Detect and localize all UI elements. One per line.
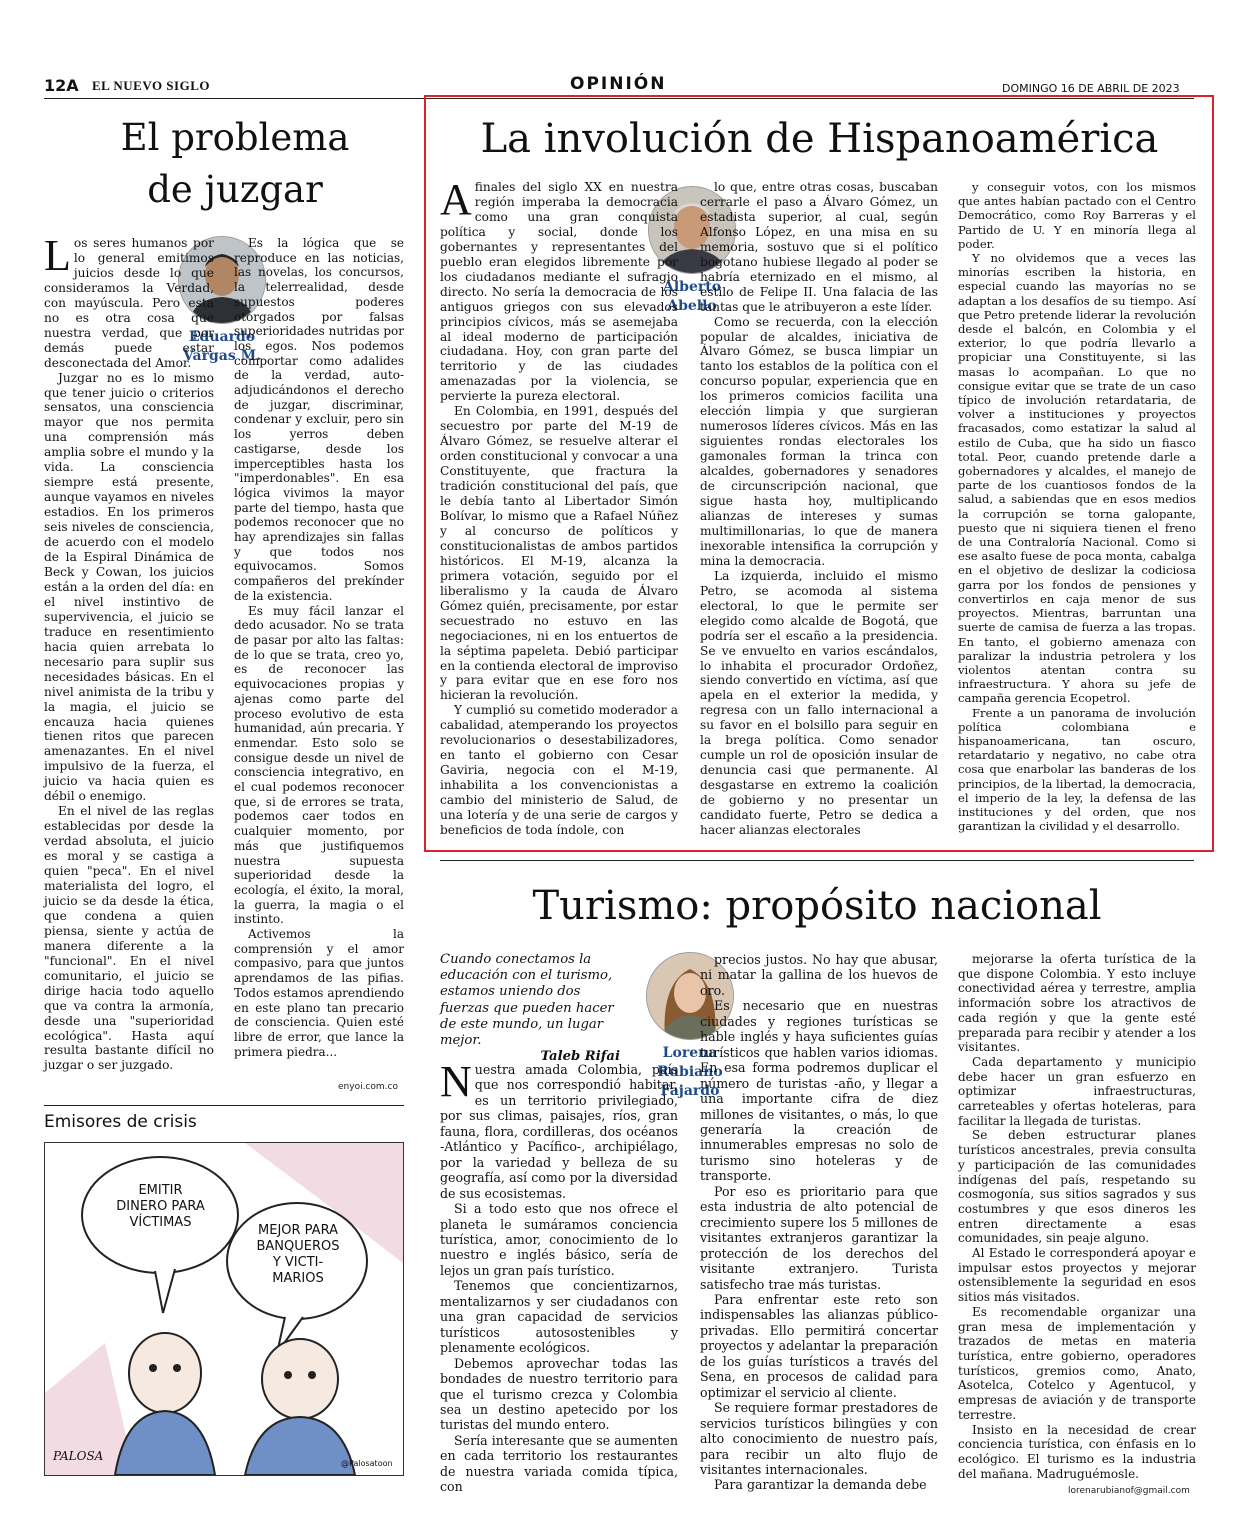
paragraph: Es muy fácil lanzar el dedo acusador. No se trata de pasar por alto las faltas: de lo que se trata, creo yo, es de reconocer las equivocaciones propias y ajenas como parte del proceso evolutivo de esta humanidad, aún precaria. Y enmendar. Esto solo se consigue desde un nivel de consciencia integrativo, en el cual podemos reconocer que, si de errores se trata, podemos caer todos en cualquier momento, por más que justifiquemos nuestra supuesta superioridad desde la ecología, el éxito, la moral, la guerra, la magia o el instinto. (234, 603, 404, 927)
speech-bubble-2: MEJOR PARA BANQUEROS Y VICTI-MARIOS (256, 1223, 340, 1286)
paper-name: EL NUEVO SIGLO (92, 78, 210, 93)
paragraph: Si a todo esto que nos ofrece el planeta le sumáramos conciencia turística, amor, conocimiento de lo nuestro e inglés básico, sería de lejos un gran país turístico. (440, 1201, 678, 1278)
cartoon-drawing (45, 1143, 403, 1475)
section-name: OPINIÓN (570, 74, 667, 94)
author-name: Eduardo Vargas M. (182, 329, 261, 364)
paragraph: finales del siglo XX en nuestra región imperaba la democracia como una gran conquista política y social, donde los gobernantes y representantes del pueblo eran elegidos libremente por los ciudadanos mediante el sufragio directo. No sería la democracia de los antiguos griegos con sus elevados principios cívicos, más se asemejaba al ideal moderno de participación ciudadana. Hoy, con gran parte del territorio y de las ciudades amenazadas por la violencia, se pervierte la pureza electoral. (440, 180, 678, 404)
paragraph: Activemos la comprensión y el amor compasivo, para que juntos aprendamos de las pifias. Todos estamos aprendiendo en este plano tan precario de consciencia. Quien esté libre de error, que lance la primera piedra... (234, 927, 404, 1059)
paragraph: Insisto en la necesidad de crear conciencia turística, con énfasis en lo ecológico. El turismo es la industria del mañana. Madruguémosle. (958, 1422, 1196, 1481)
paragraph: Es recomendable organizar una gran mesa de implementación y trazados de metas en materia turística, entre gobierno, operadores turísticos, gremios como, Anato, Asotelca, Cotelco y Agentucol, y empresas de aviación y de transporte terrestre. (958, 1304, 1196, 1422)
paragraph: precios justos. No hay que abusar, ni matar la gallina de los huevos de oro. (700, 952, 938, 998)
author-name: Alberto Abello (662, 279, 722, 314)
paragraph: Por eso es prioritario para que esta industria de alto potencial de crecimiento supere los 5 millones de visitantes extranjeros garantizar la protección de los derechos del visitante extranjero. Turista satisfecho trae más turistas. (700, 1183, 938, 1292)
paragraph: Tenemos que concientizarnos, mentalizarnos y ser ciudadanos con una gran capacidad de servicios turísticos autosostenibles y plenamente ecológicos. (440, 1278, 678, 1356)
paragraph: Para garantizar la demanda debe (714, 1477, 927, 1493)
paragraph: Frente a un panorama de involución política colombiana e hispanoamericana, tan oscuro, retardatario y negativo, no cabe otra cosa que enarbolar las banderas de los principios, de la libertad, la democracia, el imperio de la ley, la defensa de las instituciones y del orden, que nos garantizan la civilidad y el desarrollo. (958, 705, 1196, 834)
article3-title: Turismo: propósito nacional (532, 883, 1102, 929)
cartoon-frame (44, 1142, 404, 1476)
paragraph: Debemos aprovechar todas las bondades de nuestro territorio para que el turismo crezca y Colombia sea un destino apetecido por los turistas del mundo entero. (440, 1355, 678, 1433)
paragraph: mejorarse la oferta turística de la que dispone Colombia. Y esto incluye conectividad aérea y terrestre, amplia información sobre los atractivos de cada región y que la gente esté preparada para recibir y atender a los visitantes. (958, 952, 1196, 1055)
article1-col2 (234, 236, 404, 1059)
paragraph: Es necesario que en nuestras ciudades y regiones turísticas se hable inglés y haya suficientes guías turísticos que hablen varios idiomas. En esa forma podremos duplicar el número de turistas -año, y llegar a una importante cifra de diez millones de visitantes, o más, lo que generaría la creación de innumerables empresas no solo de turismo sino hoteleras y de transporte. (700, 998, 938, 1184)
drop-cap: L (44, 231, 71, 280)
paragraph: uestra amada Colombia, país que nos correspondió habitar, es un territorio privilegiado, por sus climas, paisajes, ríos, gran fauna, flora, cordilleras, dos océanos -Atlántico y Pacífico-, archipiélago, por la variedad y belleza de su geografía, así como por la diversidad de sus ecosistemas. (440, 1062, 678, 1201)
paragraph: Y no olvidemos que a veces las minorías escriben la historia, en especial cuando las mayorías no se adaptan a los desafíos de su tiempo. Así que Petro pretende liderar la revolución desde el balcón, en Colombia y el exterior, lo que podría llevarlo a propiciar una Constituyente, si las masas lo acompañan. Lo que no consigue evitar que se trate de un caso típico de involución retardataria, de volver a instituciones y proyectos fracasados, como estatizar la salud al estilo de Cuba, que ha sido un fiasco total. Peor, cuando pretende darle a gobernadores y alcaldes, el manejo de parte de los cuantiosos fondos de la salud, a sabiendas que en esos medios la corrupción se torna galopante, puesto que ni siquiera tienen el freno de una Contraloría Nacional. Como si ese asalto fuese de poca monta, cabalga en el objetivo de deslizar la codiciosa garra por los fondos de pensiones y convertirlos en caja menor de sus proyectos. Mientras, barruntan una suerte de camisa de fuerza a las tropas. En tanto, el gobierno amenaza con paralizar la industria petrolera y los violentos atentan contra su infraestructura. Y ahora su jefe de campaña gerencia Ecopetrol. (958, 251, 1196, 706)
paragraph: Es la lógica que se reproduce en las noticias, las novelas, los concursos, la telerrealidad, desde supuestos poderes otorgados por falsas superioridades nutridas por los egos. Nos podemos comportar como adalides de la verdad, auto-adjudicándonos el derecho de juzgar, discriminar, condenar y excluir, pero sin los yerros deben castigarse, desde los imperceptibles hasta los "imperdonables". En esa lógica vivimos la mayor parte del tiempo, hasta que podemos reconocer que no hay aprendizajes sin fallas y que todos nos equivocamos. Somos compañeros del prekínder de la existencia. (234, 236, 404, 603)
paragraph: Sería interesante que se aumenten en cada territorio los restaurantes de nuestra variada comida típica, con (440, 1432, 678, 1495)
paragraph: Cada departamento y municipio debe hacer un gran esfuerzo en optimizar infraestructuras, carreteables y ofertas hoteleras, para facilitar la llegada de turistas. (958, 1054, 1196, 1128)
drop-cap: A (440, 175, 472, 224)
article1-col1 (44, 231, 214, 1073)
paragraph: La izquierda, incluido el mismo Petro, se acomoda al sistema electoral, lo que le permite ser elegido como alcalde de Bogotá, que podría ser el escaño a la presidencia. Se ve envuelto en varios escándalos, lo inhabita el procurador Ordoñez, siendo convertido en víctima, así que apela en el exterior la medida, y regresa con un fallo internacional a su favor en el bolsillo para seguir en la brega política. Como senador cumple un rol de oposición insular de denuncia casi que permanente. Al desgastarse en extremo la coalición de gobierno y no presentar un candidato fuerte, Petro se dedica a hacer alianzas electorales (700, 568, 938, 837)
epigraph-text: Cuando conectamos la educación con el turismo, estamos uniendo dos fuerzas que pueden hacer de este mundo, un lugar mejor. (440, 952, 614, 1049)
paragraph: lo que, entre otras cosas, buscaban cerrarle el paso a Álvaro Gómez, un estadista superior, al cual, según Alfonso López, en una misa en su memoria, sostuvo que si el político bogotano hubiese llegado al poder se habría eternizado en el mismo, al estilo de Felipe II. Una falacia de las tantas que le atribuyeron a este líder. (700, 180, 938, 314)
date: DOMINGO 16 DE ABRIL DE 2023 (1002, 82, 1180, 95)
article1-title-line2: de juzgar (147, 168, 323, 211)
epigraph-author: Taleb Rifai (540, 1049, 620, 1065)
cartoon-title: Emisores de crisis (44, 1112, 197, 1132)
article-divider (440, 860, 1194, 861)
paragraph: Juzgar no es lo mismo que tener juicio o criterios sensatos, una consciencia mayor que nos permita una comprensión más amplia sobre el mundo y la vida. La consciencia siempre está presente, aunque vayamos en niveles estadios. En los primeros seis niveles de consciencia, de acuerdo con el modelo de la Espiral Dinámica de Beck y Cowan, los juicios están a la orden del día: en el nivel instintivo de supervivencia, el juicio se traduce en resentimiento hacia quien arrebata lo necesario para suplir sus necesidades básicas. En el nivel animista de la tribu y la magia, el juicio se encauza hacia quienes tienen ritos que parecen amenazantes. En el nivel impulsivo de la fuerza, el juicio va hacia quien es débil o enemigo. (44, 370, 214, 804)
article2-col1 (440, 175, 678, 838)
article2-title: La involución de Hispanoamérica (480, 116, 1159, 162)
paragraph: Se deben estructurar planes turísticos ancestrales, previa consulta y participación de las comunidades indígenas del país, respetando su cosmogonía, sus sitios sagrados y sus costumbres y que esos dineros les entren directamente a esas comunidades, sin peaje alguno. (958, 1128, 1196, 1246)
article1-title-line1: El problema (120, 116, 350, 159)
article1-credit: enyoi.com.co (338, 1082, 398, 1092)
speech-bubble-1: EMITIR DINERO PARA VÍCTIMAS (116, 1183, 205, 1230)
article3-epigraph (440, 952, 620, 1065)
page-number: 12A (44, 76, 79, 95)
paragraph: Y cumplió su cometido moderador a cabalidad, atemperando los proyectos revolucionarios o desestabilizadores, en tanto el gobierno con Cesar Gaviria, negocia con el M-19, inhabilita a los convencionistas a cambio del ministerio de Salud, de una lotería y de una serie de cargos y beneficios de toda índole, con (440, 703, 678, 837)
article3-col2 (700, 952, 938, 1493)
article3-credit: lorenarubianof@gmail.com (1068, 1486, 1190, 1496)
article3-col3 (958, 952, 1196, 1481)
paragraph: Para enfrentar este reto son indispensables las alianzas público-privadas. Ello permitirá concertar proyectos y adelantar la preparación de los guías turísticos a través del Sena, en procesos de calidad para optimizar el servicio al cliente. (700, 1291, 938, 1400)
article1-title (60, 112, 410, 216)
paragraph: En Colombia, en 1991, después del secuestro por parte del M-19 de Álvaro Gómez, se resuelve alterar el orden constitucional y convocar a una Constituyente, que fractura la tradición constitucional del país, que le debía tanto al Libertador Simón Bolívar, lo mismo que a Rafael Núñez y al concurso de políticos y constitucionalistas de ambos partidos históricos. El M-19, alcanza la primera votación, seguido por el liberalismo y la cauda de Álvaro Gómez quién, precisamente, por estar secuestrado no estuvo en las negociaciones, ni en los entuertos de la séptima papeleta. Debió participar en la contienda electoral de improviso y para evitar que en ese foro nos hicieran la revolución. (440, 404, 678, 703)
paragraph: Al Estado le corresponderá apoyar e impulsar estos proyectos y mejorar ostensiblemente la seguridad en esos sitios más visitados. (958, 1246, 1196, 1305)
paragraph: y conseguir votos, con los mismos que antes habían pactado con el Centro Democrático, como Roy Barreras y el Partido de U. Y en minoría llega al poder. (958, 180, 1196, 251)
article2-col3 (958, 180, 1196, 833)
cartoon-handle: @Palosatoon (341, 1459, 393, 1468)
drop-cap: N (440, 1057, 472, 1106)
paragraph: os seres humanos por lo general emitimos juicios desde lo que consideramos la Verdad, con mayúscula. Pero esta no es otra cosa que nuestra verdad, que por demás puede estar desconectada del Amor. (44, 236, 214, 370)
author-name: Lorena Rubiano Fajardo (657, 1045, 723, 1099)
cartoon-signature: PALOSA (53, 1449, 104, 1463)
paragraph: Se requiere formar prestadores de servicios turísticos bilingües y con alto conocimiento de nuestro país, para recibir un alto flujo de visitantes internacionales. (700, 1400, 938, 1477)
cartoon-rule (44, 1105, 404, 1106)
paragraph: Como se recuerda, con la elección popular de alcaldes, iniciativa de Álvaro Gómez, se busca limpiar un tanto los establos de la política con el concurso popular, experiencia que en los primeros comicios facilita una elección limpia y que surgieran numerosos líderes cívicos. Más en las siguientes rondas electorales los gamonales forman la trinca con alcaldes, gobernadores y senadores de circunscripción nacional, que sigue hasta hoy, multiplicando alianzas de intereses y sumas multimillonarias, lo que de manera inexorable intensifica la corrupción y mina la democracia. (700, 314, 938, 568)
article2-col2 (700, 180, 938, 838)
paragraph: En el nivel de las reglas establecidas por desde la verdad absoluta, el juicio es moral y se castiga a quien "peca". En el nivel materialista del logro, el juicio se da desde la ética, que condena a quien piensa, siente y actúa de manera diferente a la "funcional". En el nivel comunitario, el juicio se dirige hacia todo aquello que va contra la armonía, desde una "superioridad ecológica". Hasta aquí resulta bastante difícil no juzgar o ser juzgado. (44, 804, 214, 1073)
